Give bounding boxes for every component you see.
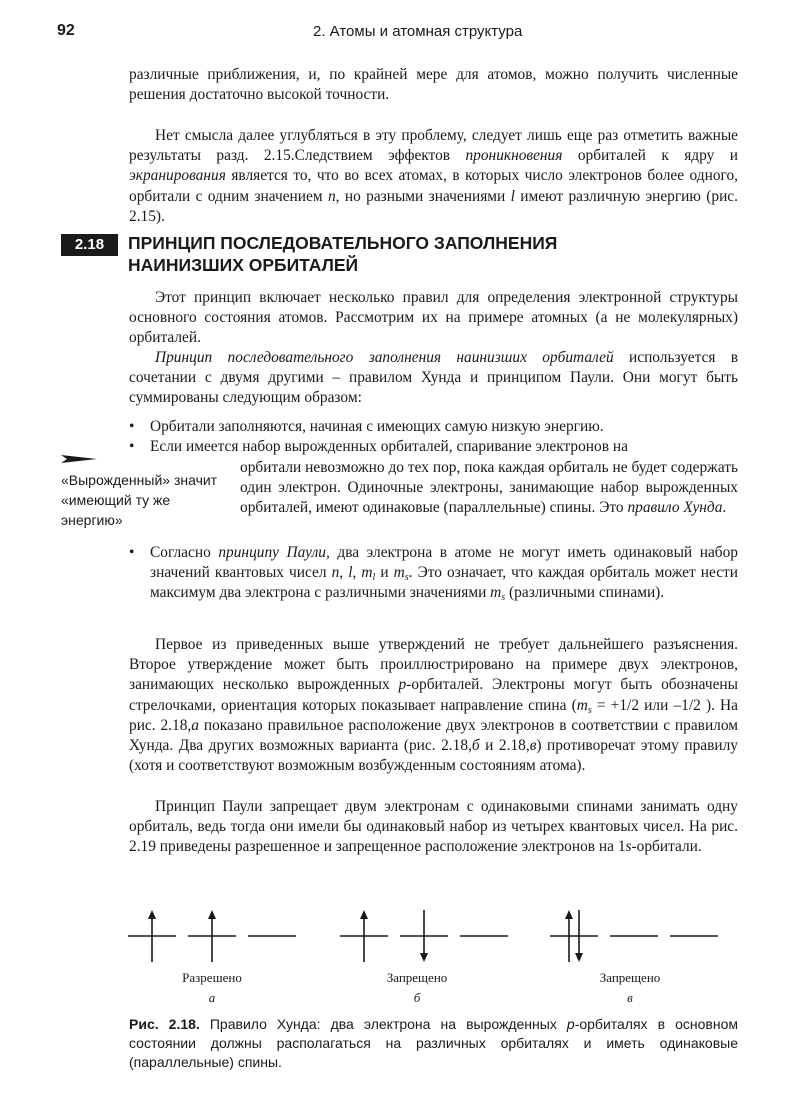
panel-a-letter: а <box>208 990 216 1005</box>
term-penetration: проникновения <box>465 147 563 165</box>
spin-up-arrow-0-1-head <box>208 910 216 919</box>
margin-note: «Вырожденный» значит «имеющий ту же энергию» <box>61 472 218 528</box>
paragraph-6: Принцип Паули запрещает двум электронам с одинаковыми спинами занимать одну орбиталь, ведь тогда они имели бы одинаковый набор из четырех квантовых чисел. На рис. 2.19 приведены разрешенное и запрещенное расположение электронов на 1s-орбитали. <box>129 798 738 856</box>
figure-2-18 <box>120 900 720 1010</box>
spin-down-arrow-1-1-head <box>420 953 428 962</box>
caption-number: Рис. 2.18. <box>129 1016 200 1032</box>
section-title-line-2: НАИНИЗШИХ ОРБИТАЛЕЙ <box>128 255 359 275</box>
panel-b-label: Запрещено <box>386 970 448 985</box>
intro-paragraph-2: Нет смысла далее углубляться в эту проблему, следует лишь еще раз отметить важные результаты разд. 2.15.Следствием эффектов проникновения орбиталей к ядру и экранирования является то, что во всех атомах, в которых число электронов более одного, орбитали с одним значением n, но разными значениями l имеют различную энергию (рис. 2.15). <box>129 127 738 225</box>
panel-b-letter: б <box>413 990 421 1005</box>
spin-up-arrow-0-0-head <box>148 910 156 919</box>
section-title <box>128 232 688 276</box>
running-head <box>0 22 794 44</box>
section-title-line-1: ПРИНЦИП ПОСЛЕДОВАТЕЛЬНОГО ЗАПОЛНЕНИЯ <box>128 233 558 253</box>
intro-paragraph-1: различные приближения, и, по крайней мере для атомов, можно получить численные решения достаточно высокой точности. <box>129 66 738 104</box>
rule-item-1: • Орбитали заполняются, начиная с имеющих самую низкую энергию. <box>129 417 738 437</box>
rules-list <box>129 417 738 457</box>
rules-list-continued <box>129 543 738 604</box>
section-number-badge: 2.18 <box>61 234 118 256</box>
rule-item-2-continuation: орбитали невозможно до тех пор, пока каждая орбиталь не будет содержать один электрон. Одиночные электроны, занимающие набор вырожденных орбиталей, имеют одинаковые (параллельные) спины. Это правило Хунда. <box>240 459 738 517</box>
paragraph-5: Первое из приведенных выше утверждений не требует дальнейшего разъяснения. Второе утверждение может быть проиллюстрировано на примере двух электронов, занимающих несколько вырожденных p-орбиталей. Электроны могут быть обозначены стрелочками, ориентация которых показывает направление спина ($m_s = +1/2$ или –1/2 ). На рис. 2.18,а показано правильное расположение двух электронов в соответствии с правилом Хунда. Два других возможных варианта (рис. 2.18,б и 2.18,в) противоречат этому правилу (хотя и соответствуют возможным возбужденным состояниям атома). <box>129 636 739 775</box>
spin-up-arrow-2-0-head <box>565 910 573 919</box>
panel-a-label: Разрешено <box>182 970 242 985</box>
bullet-icon: • <box>129 544 135 561</box>
figure-caption: Рис. 2.18. Правило Хунда: два электрона на вырожденных p-орбиталях в основном состоянии должны располагаться на различных орбиталях и иметь одинаковые (параллельные) спины. <box>129 1016 738 1070</box>
rule-item-3: • Согласно принципу Паули, два электрона в атоме не могут иметь одинаковый набор значений квантовых чисел n, l, $m_l$ и $m_s$. Это означает, что каждая орбиталь может нести максимум два электрона с различными значениями $m_s$ (различными спинами). <box>129 544 739 604</box>
chapter-title: 2. Атомы и атомная структура <box>313 23 523 40</box>
panel-c-label: Запрещено <box>599 970 661 985</box>
spin-up-arrow-1-0-head <box>360 910 368 919</box>
orbital-diagram <box>120 900 720 970</box>
bullet-icon: • <box>129 438 135 456</box>
panel-c-letter: в <box>627 990 633 1005</box>
spin-down-arrow-2-0-head <box>575 953 583 962</box>
paragraph-3: Этот принцип включает несколько правил для определения электронной структуры основного состояния атомов. Рассмотрим их на примере атомных (а не молекулярных) орбиталей. <box>129 289 738 347</box>
margin-arrow-icon <box>61 451 97 467</box>
rule-item-2-first-line: • Если имеется набор вырожденных орбиталей, спаривание электронов на <box>129 437 738 457</box>
term-shielding: экранирования <box>129 167 226 185</box>
term-pauli-principle: принципу Паули, <box>218 544 330 561</box>
paragraph-4: Принцип последовательного заполнения наинизших орбиталей используется в сочетании с двумя другими – правилом Хунда и принципом Паули. Они могут быть суммированы следующим образом: <box>129 349 738 407</box>
term-aufbau-principle: Принцип последовательного заполнения наинизших орбиталей <box>155 349 614 366</box>
page-number: 92 <box>57 22 75 39</box>
bullet-icon: • <box>129 418 135 435</box>
term-hund-rule: правило Хунда <box>627 499 723 517</box>
